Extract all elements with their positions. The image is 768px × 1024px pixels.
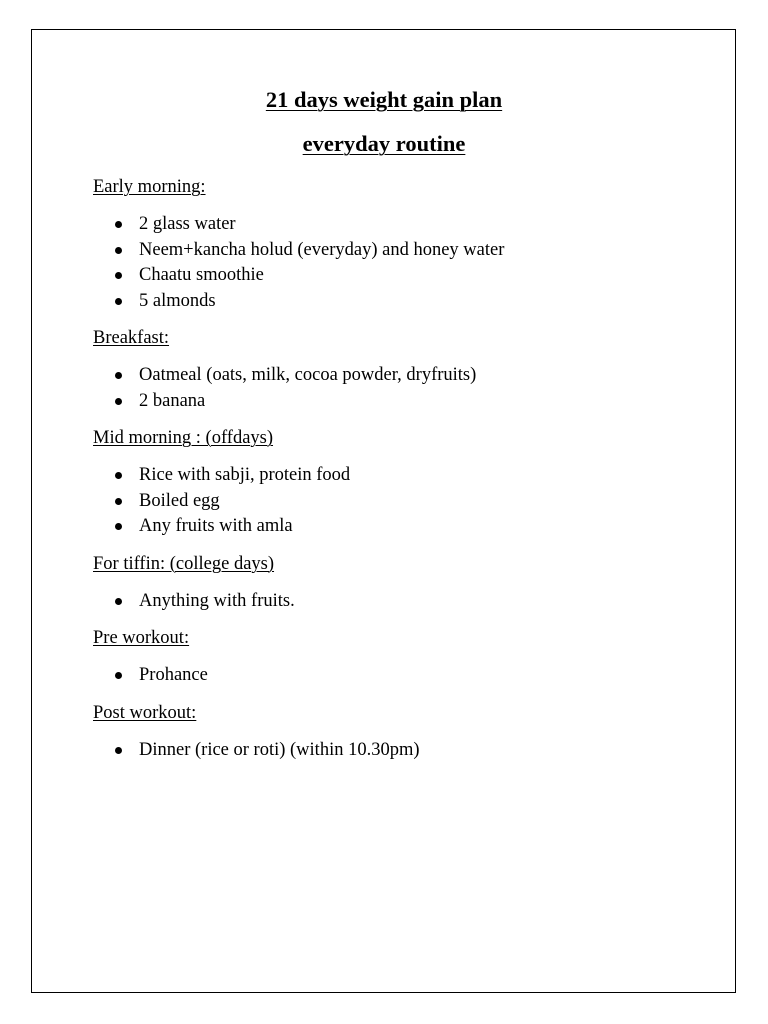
bullet-list [93, 589, 713, 615]
document-body [93, 174, 713, 774]
section-post-workout [93, 700, 713, 764]
section-heading: Breakfast: [93, 328, 170, 348]
section-early-morning [93, 174, 713, 314]
bullet-icon [115, 372, 122, 379]
section-mid-morning [93, 425, 713, 540]
bullet-icon [115, 298, 122, 305]
list-item [93, 738, 713, 764]
list-item [93, 212, 713, 238]
list-item [93, 363, 713, 389]
list-item-text: Prohance [139, 665, 208, 685]
list-item-text: Oatmeal (oats, milk, cocoa powder, dryfruits) [139, 365, 477, 385]
list-item [93, 489, 713, 515]
bullet-icon [115, 747, 122, 754]
list-item [93, 463, 713, 489]
bullet-list [93, 663, 713, 689]
section-tiffin [93, 551, 713, 615]
bullet-icon [115, 498, 122, 505]
bullet-icon [115, 221, 122, 228]
bullet-list [93, 738, 713, 764]
list-item-text: Any fruits with amla [139, 516, 293, 536]
bullet-icon [115, 272, 122, 279]
list-item [93, 589, 713, 615]
section-heading: For tiffin: (college days) [93, 553, 275, 574]
section-pre-workout [93, 625, 713, 689]
bullet-list [93, 463, 713, 540]
list-item-text: Neem+kancha holud (everyday) and honey water [139, 239, 505, 260]
list-item-text: Boiled egg [139, 490, 220, 511]
title-block [0, 86, 768, 174]
list-item [93, 238, 713, 264]
bullet-icon [115, 523, 122, 530]
bullet-icon [115, 398, 122, 405]
list-item-text: Rice with sabji, protein food [139, 465, 351, 485]
section-heading: Pre workout: [93, 628, 190, 648]
list-item-text: Chaatu smoothie [139, 265, 264, 285]
section-heading: Mid morning : (offdays) [93, 428, 274, 448]
bullet-list [93, 212, 713, 314]
list-item [93, 389, 713, 415]
document-subtitle: everyday routine [302, 131, 466, 156]
list-item [93, 263, 713, 289]
list-item-text: Dinner (rice or roti) (within 10.30pm) [139, 739, 420, 760]
list-item [93, 289, 713, 315]
section-heading: Early morning: [93, 177, 206, 197]
bullet-list [93, 363, 713, 414]
section-heading: Post workout: [93, 702, 197, 723]
section-breakfast [93, 325, 713, 414]
list-item [93, 663, 713, 689]
list-item-text: 5 almonds [139, 290, 216, 311]
list-item-text: Anything with fruits. [139, 590, 295, 611]
document-title: 21 days weight gain plan [265, 87, 503, 112]
list-item-text: 2 glass water [139, 214, 236, 234]
list-item [93, 514, 713, 540]
bullet-icon [115, 247, 122, 254]
bullet-icon [115, 672, 122, 679]
bullet-icon [115, 598, 122, 605]
bullet-icon [115, 472, 122, 479]
list-item-text: 2 banana [139, 390, 206, 411]
